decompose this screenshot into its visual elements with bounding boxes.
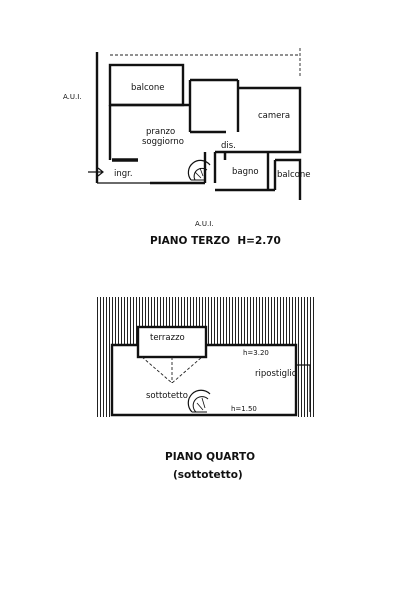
- spiral-stair-icon: [188, 160, 210, 180]
- height-label-high: h=3.20: [243, 349, 269, 357]
- room-label-ripostiglio: ripostiglio: [255, 369, 297, 379]
- room-label-sottotetto: sottotetto: [146, 391, 188, 401]
- floor4-subtitle: (sottotetto): [173, 469, 243, 481]
- floor4-plan: [96, 297, 316, 417]
- balcone-right-room: [275, 160, 300, 200]
- roof-hatch-left: [96, 297, 112, 417]
- room-label-balcone-top: balcone: [131, 83, 165, 93]
- room-label-camera: camera: [258, 111, 291, 121]
- floor3-title: PIANO TERZO H=2.70: [150, 235, 281, 247]
- aui-label-left: A.U.I.: [63, 93, 82, 101]
- room-label-balcone-right: balcone: [277, 170, 311, 180]
- room-label-pranzo: pranzo: [146, 127, 176, 137]
- entrance-arrow-icon: [88, 168, 103, 176]
- floor4-title: PIANO QUARTO: [165, 451, 256, 463]
- room-label-soggiorno: soggiorno: [142, 137, 184, 147]
- height-label-low: h=1.50: [231, 405, 257, 413]
- aui-label-bottom: A.U.I.: [195, 220, 214, 228]
- floor3-upper-boundary: [110, 48, 300, 78]
- room-label-bagno: bagno: [232, 167, 259, 177]
- room-label-ingr: ingr.: [114, 169, 133, 179]
- roof-hatch-right: [296, 297, 316, 417]
- room-label-terrazzo: terrazzo: [150, 333, 185, 343]
- room-label-dis: dis.: [221, 141, 236, 151]
